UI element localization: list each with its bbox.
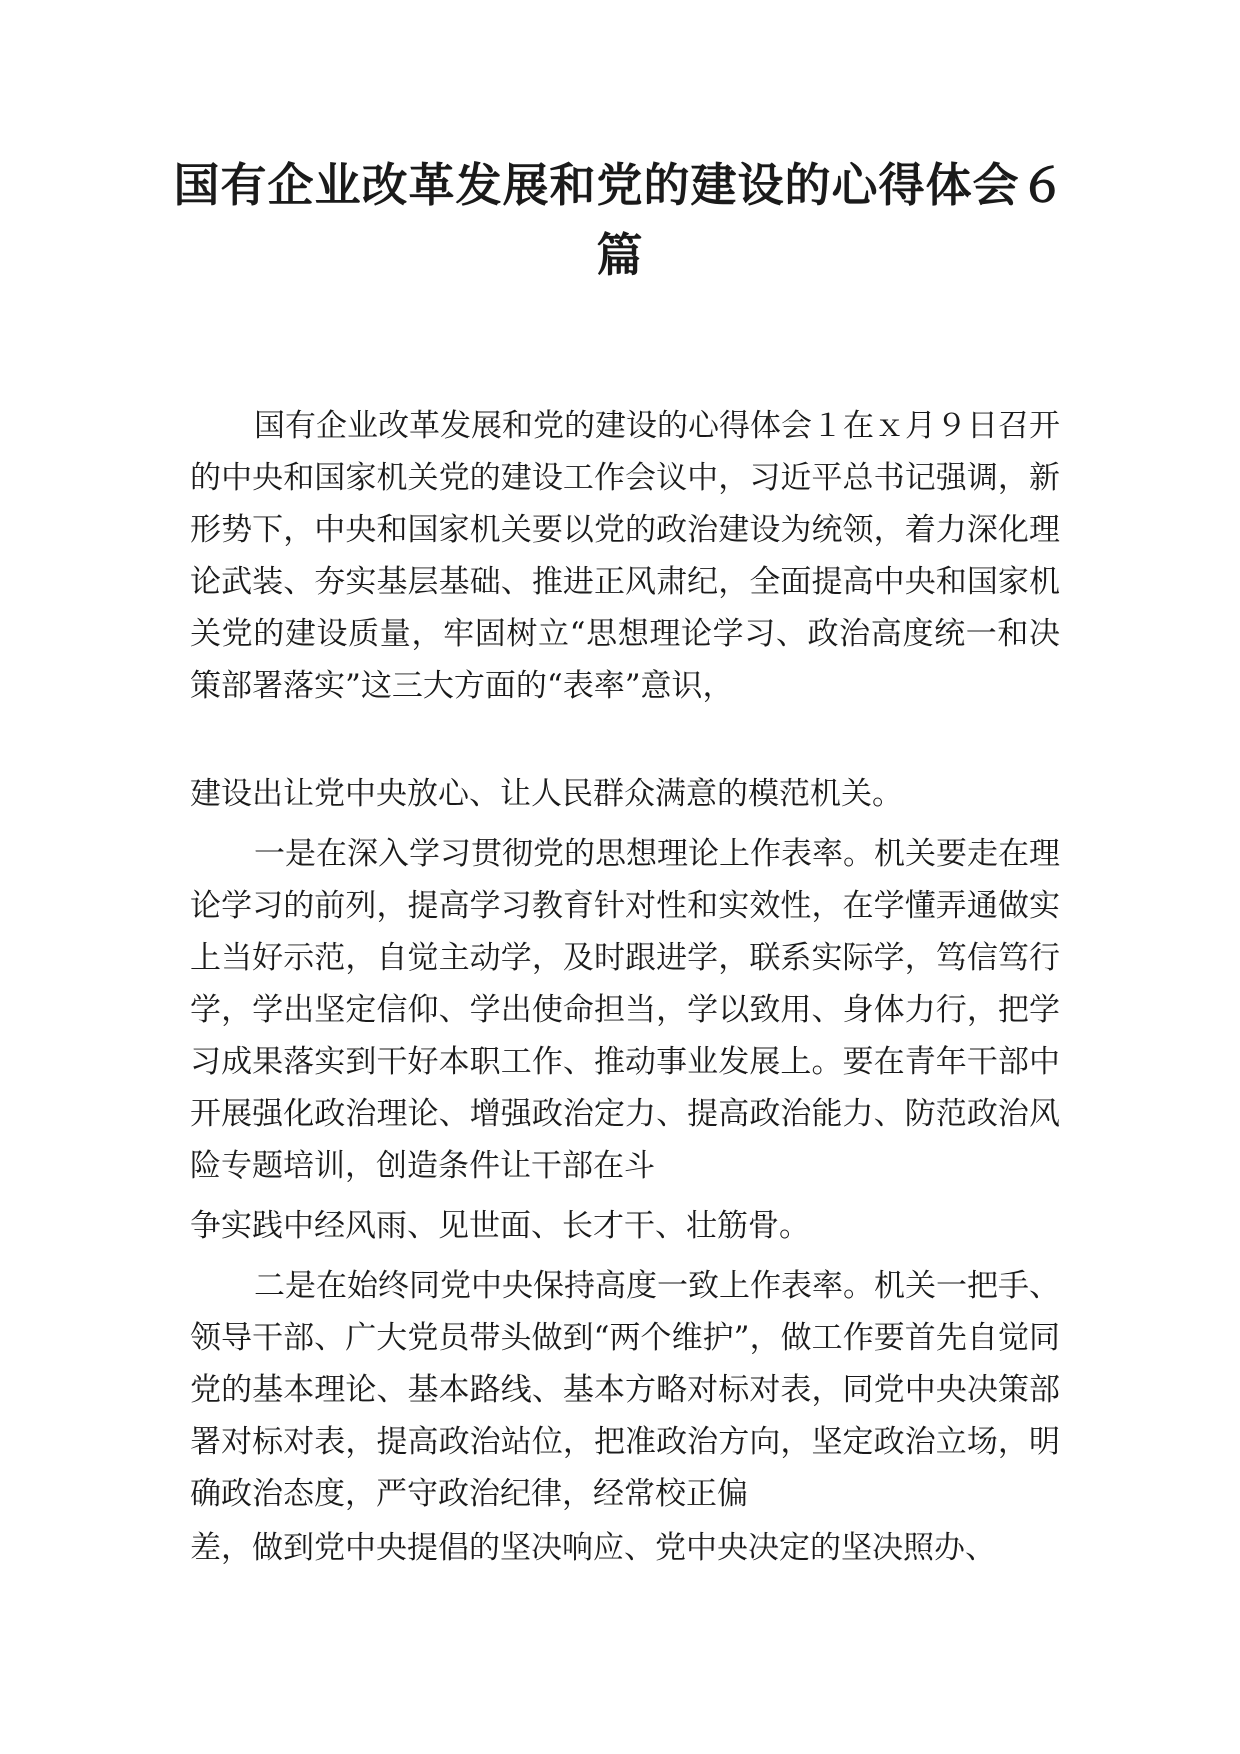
document-title: 国有企业改革发展和党的建设的心得体会６篇: [173, 158, 1067, 282]
paragraph-point-one-continuation: 争实践中经风雨、见世面、长才干、壮筋骨。: [190, 1208, 810, 1244]
paragraph-point-two: 二是在始终同党中央保持高度一致上作表率。机关一把手、领导干部、广大党员带头做到“两个维护”，做工作要首先自觉同党的基本理论、基本路线、基本方略对标对表，同党中央决策部署对标对表，提高政治站位，把准政治方向，坚定政治立场，明确政治态度，严守政治纪律，经常校正偏: [190, 1268, 1060, 1512]
paragraph-intro: 国有企业改革发展和党的建设的心得体会１在ｘ月９日召开的中央和国家机关党的建设工作会议中，习近平总书记强调，新形势下，中央和国家机关要以党的政治建设为统领，着力深化理论武装、夯实基层基础、推进正风肃纪，全面提高中央和国家机关党的建设质量，牢固树立“思想理论学习、政治高度统一和决策部署落实”这三大方面的“表率”意识，: [190, 408, 1060, 704]
paragraph-intro-continuation: 建设出让党中央放心、让人民群众满意的模范机关。: [190, 776, 903, 812]
paragraph-point-one: 一是在深入学习贯彻党的思想理论上作表率。机关要走在理论学习的前列，提高学习教育针对性和实效性，在学懂弄通做实上当好示范，自觉主动学，及时跟进学，联系实际学，笃信笃行学，学出坚定信仰、学出使命担当，学以致用、身体力行，把学习成果落实到干好本职工作、推动事业发展上。要在青年干部中开展强化政治理论、增强政治定力、提高政治能力、防范政治风险专题培训，创造条件让干部在斗: [190, 836, 1060, 1184]
paragraph-point-two-continuation: 差，做到党中央提倡的坚决响应、党中央决定的坚决照办、: [190, 1530, 996, 1566]
